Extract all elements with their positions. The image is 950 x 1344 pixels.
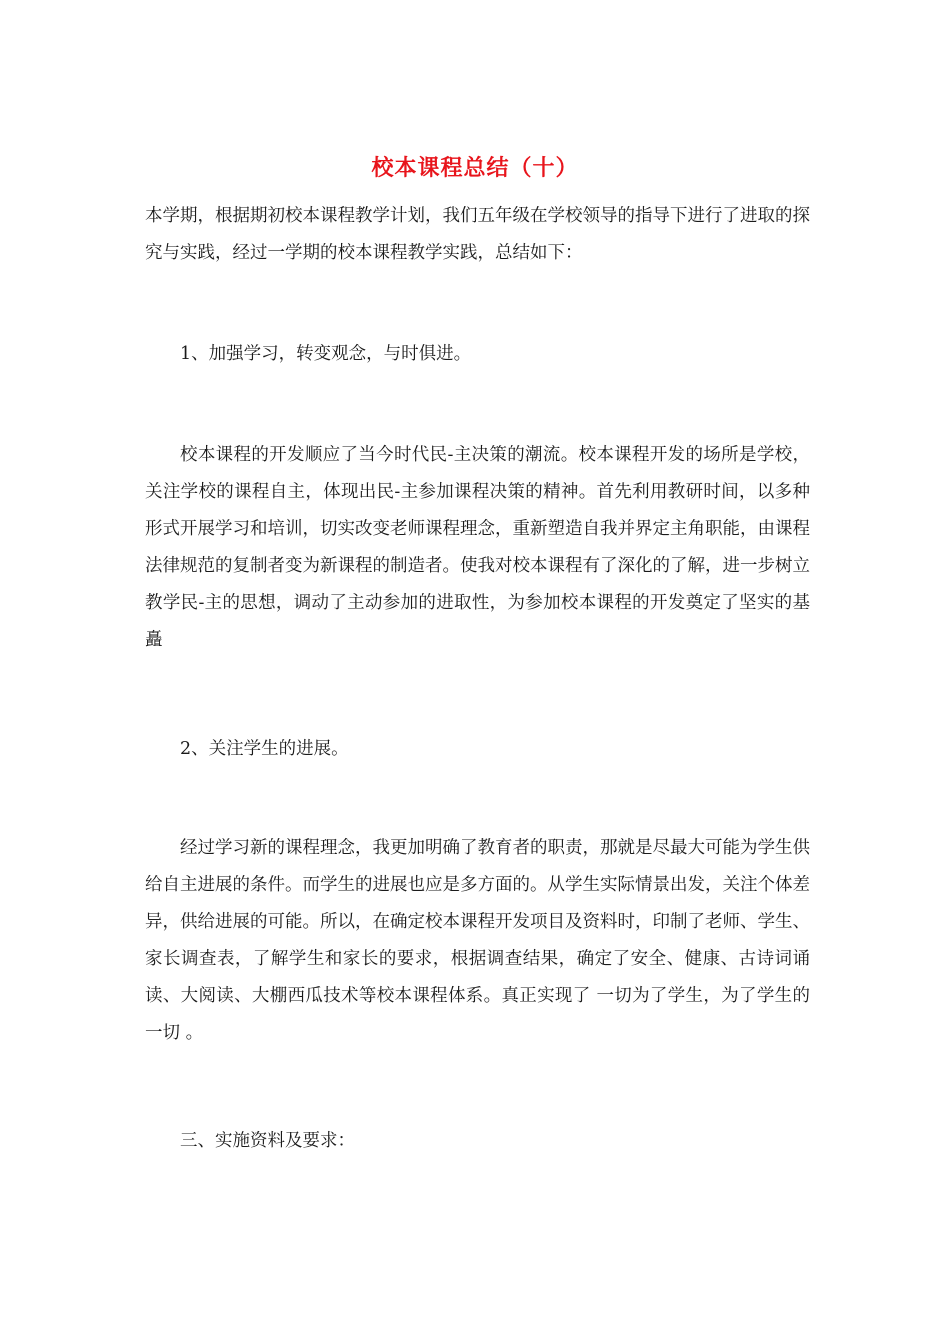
section-2-heading: 2、关注学生的进展。 bbox=[180, 739, 349, 759]
document-title: 校本课程总结（十） bbox=[371, 155, 579, 181]
section-1-heading: 1、加强学习，转变观念，与时俱进。 bbox=[180, 344, 472, 364]
section-2-body: 经过学习新的课程理念，我更加明确了教育者的职责，那就是尽最大可能为学生供给自主进展的条件。而学生的进展也应是多方面的。从学生实际情景出发，关注个体差异，供给进展的可能。所以，在确定校本课程开发项目及资料时，印制了老师、学生、家长调查表，了解学生和家长的要求，根据调查结果，确定了安全、健康、古诗词诵读、大阅读、大棚西瓜技术等校本课程体系。真正实现了 一切为了学生，为了学生的一切 。 bbox=[145, 838, 810, 1043]
intro-paragraph: 本学期，根据期初校本课程教学计划，我们五年级在学校领导的指导下进行了进取的探究与实践，经过一学期的校本课程教学实践，总结如下： bbox=[145, 206, 810, 263]
section-1-body: 校本课程的开发顺应了当今时代民-主决策的潮流。校本课程开发的场所是学校，关注学校的课程自主，体现出民-主参加课程决策的精神。首先利用教研时间，以多种形式开展学习和培训，切实改变老师课程理念，重新塑造自我并界定主角职能，由课程法律规范的复制者变为新课程的制造者。使我对校本课程有了深化的了解，进一步树立教学民-主的思想，调动了主动参加的进取性，为参加校本课程的开发奠定了坚实的基矗 bbox=[145, 445, 810, 650]
section-3-heading: 三、实施资料及要求： bbox=[180, 1131, 355, 1151]
